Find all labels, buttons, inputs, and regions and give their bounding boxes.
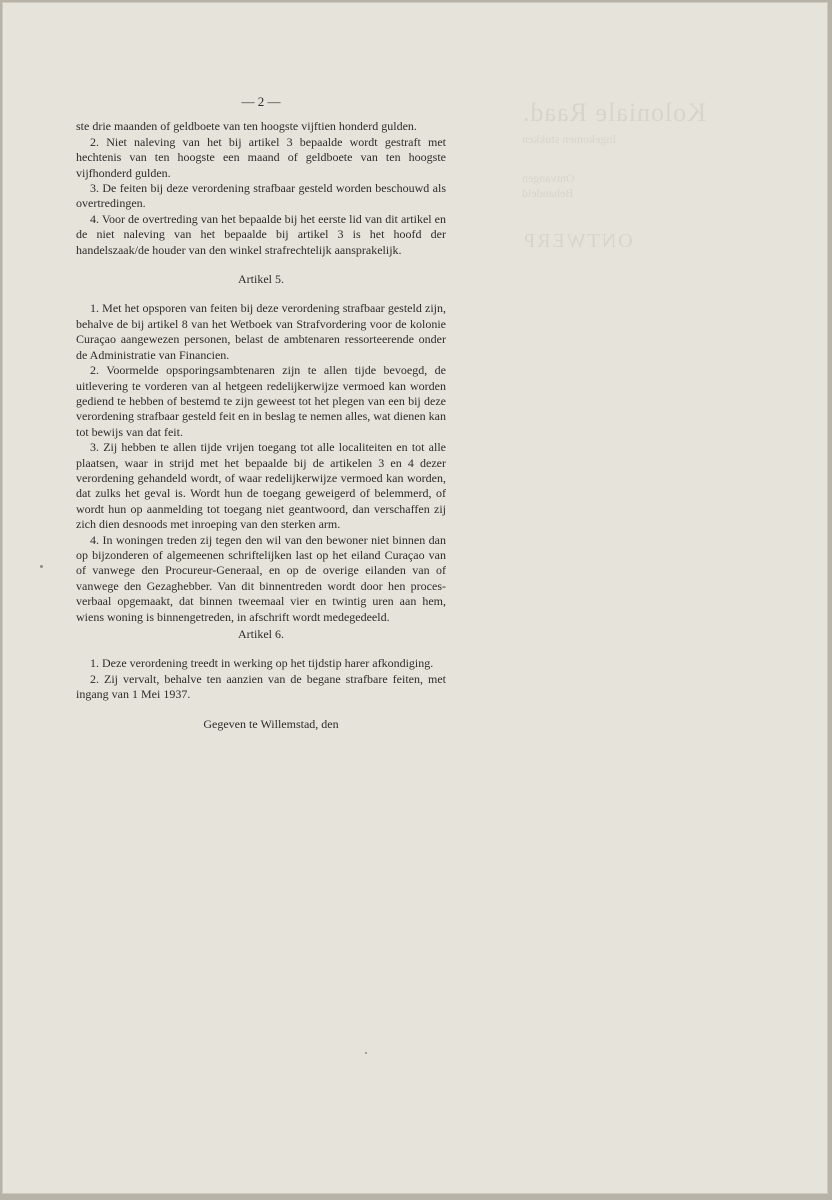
heading-artikel-5: Artikel 5.: [238, 272, 284, 287]
paragraph-art5-1: 1. Met het opsporen van feiten bij deze verordening strafbaar gesteld zijn, behalve de bij artikel 8 van het Wetboek van Strafvordering voor de kolonie Curaçao aangewezen personen, belast de ambtenaren ressorteerende onder de Administratie van Financien.: [76, 301, 446, 362]
paper-speck: [40, 565, 43, 568]
ghost-line-2: Ingekomen stukken: [522, 131, 617, 146]
paragraph-art4-3: 3. De feiten bij deze verordening strafbaar gesteld worden beschouwd als overtredingen.: [76, 181, 446, 211]
paragraph-art5-2: 2. Voormelde opsporingsambtenaren zijn te allen tijde bevoegd, de uitlevering te vorderen van al hetgeen redelijkerwijze vermoed kan worden gediend te hebben of bestemd te zijn geweest tot het plegen van een bij deze verordening strafbaar gesteld feit en in beslag te nemen alles, wat dienen kan tot bewijs van dat feit.: [76, 363, 446, 439]
document-page: [2, 2, 828, 1194]
ghost-line-5: ONTWERP: [522, 229, 633, 252]
paragraph-art4-2: 2. Niet naleving van het bij artikel 3 bepaalde wordt gestraft met hechtenis van ten hoogste een maand of geldboete van ten hoogste vijfhonderd gulden.: [76, 134, 446, 180]
paragraph-art5-3: 3. Zij hebben te allen tijde vrijen toegang tot alle localiteiten en tot alle plaatsen, waar in strijd met het bepaalde bij de artikelen 3 en 4 dezer verordening gehandeld wordt, of waar redelijkerwijze vermoed kan worden, dat zulks het geval is. Wordt hun de toegang geweigerd of belemmerd, of wordt hun op aanmelding tot toegang niet geantwoord, dan verschaffen zij zich dien desnoods met inroeping van den sterken arm.: [76, 440, 446, 532]
paragraph-art6-1: 1. Deze verordening treedt in werking op het tijdstip harer afkondiging.: [90, 656, 434, 671]
paragraph-art6-2: 2. Zij vervalt, behalve ten aanzien van de begane strafbare feiten, met ingang van 1 Mei 1937.: [76, 671, 446, 702]
paragraph-continuation: ste drie maanden of geldboete van ten hoogste vijftien honderd gulden.: [76, 119, 417, 134]
page-number: — 2 —: [241, 94, 281, 109]
paragraph-art4-4: 4. Voor de overtreding van het bepaalde bij het eerste lid van dit artikel en de niet naleving van het bepaalde bij artikel 3 is het hoofd der handelszaak/de houder van den winkel strafrechtelijk aansprakelijk.: [76, 211, 446, 257]
closing-line: Gegeven te Willemstad, den: [203, 716, 339, 731]
document-body: [76, 94, 446, 732]
paper-speck: [365, 1052, 367, 1054]
ghost-line-4: Behandeld: [522, 185, 574, 200]
paragraph-art5-4: 4. In woningen treden zij tegen den wil van den bewoner niet binnen dan op bijzonderen of algemeenen schriftelijken last op het eiland Curaçao van of vanwege den Procureur-Generaal, en op de overige eilanden van of vanwege den Gezaghebber. Van dit binnentreden wordt door hen proces-verbaal opgemaakt, dat binnen tweemaal vier en twintig uren aan hem, wiens woning is binnengetreden, in afschrift wordt medegedeeld.: [76, 532, 446, 624]
heading-artikel-6: Artikel 6.: [238, 627, 284, 641]
ghost-line-1: Koloniale Raad.: [522, 98, 706, 127]
bleed-through-stamp: [522, 97, 822, 254]
ghost-line-3: Ontvangen: [522, 170, 575, 185]
